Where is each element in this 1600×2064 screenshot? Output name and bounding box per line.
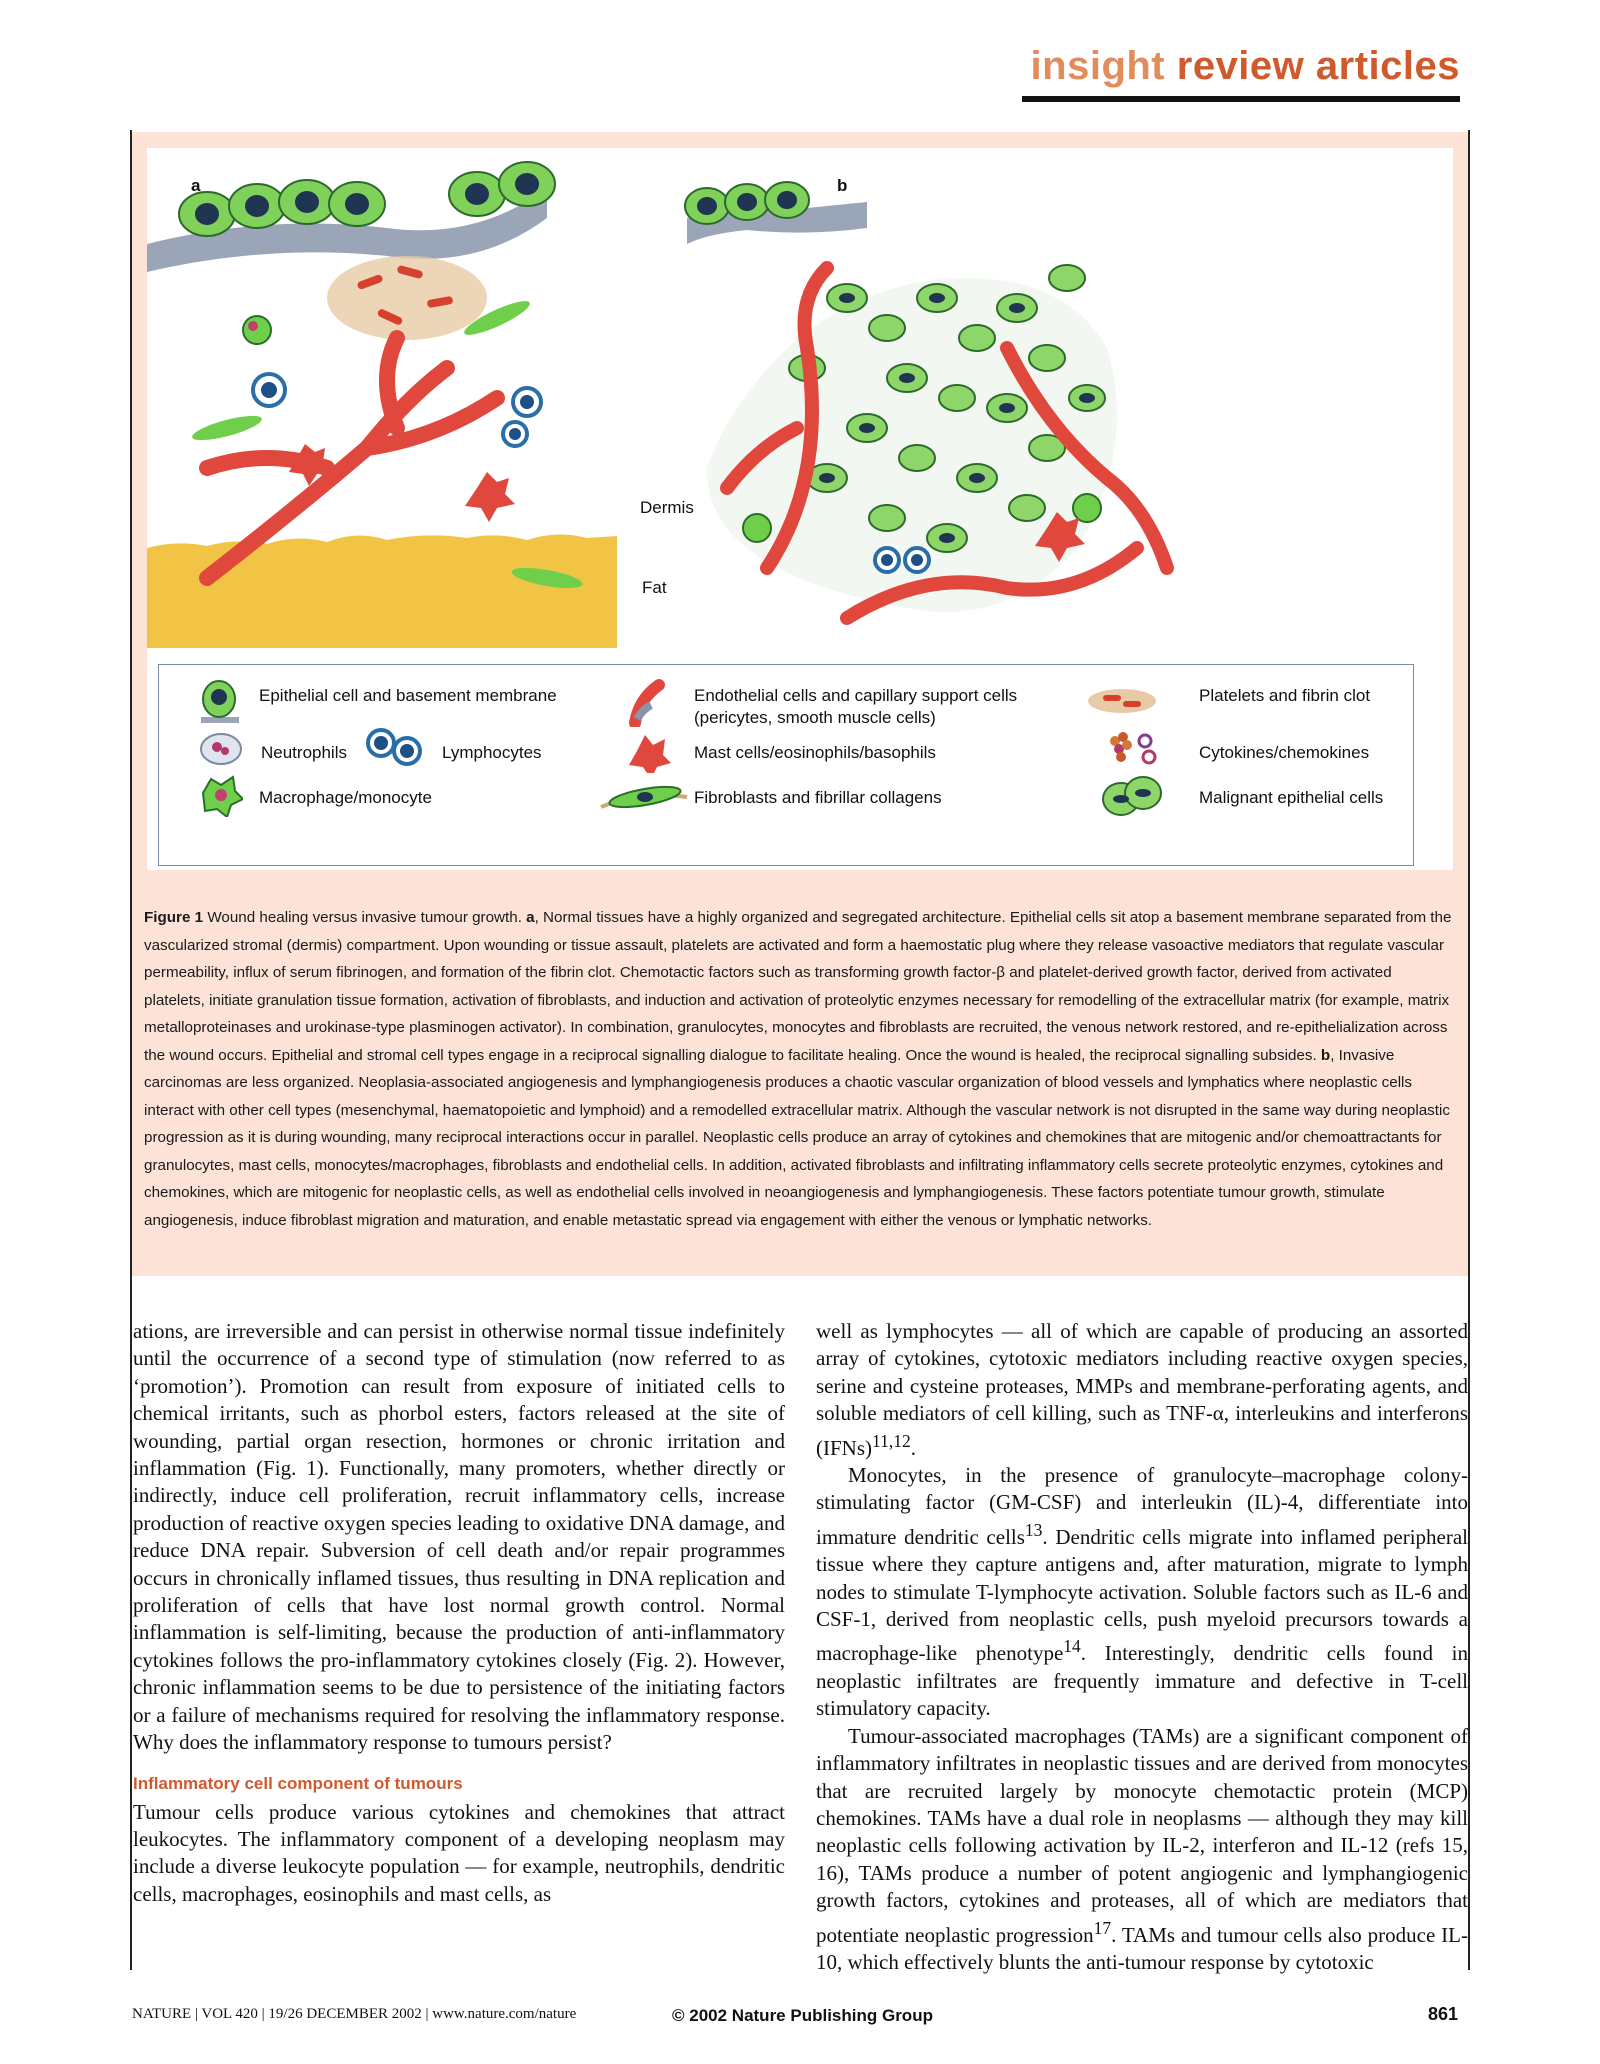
right-paragraph-1: well as lymphocytes — all of which are capable of producing an assorted array of cytokines, cytotoxic mediators including reactive oxygen species, serine and cysteine proteases, MMPs and membrane-perforating agents, and soluble mediators of cell killing, such as TNF-α, interleukins and interferons (IFNs)$^{11,12}$. [816, 1319, 1468, 1460]
neutrophil-icon [199, 731, 243, 767]
header-word-insight: insight [1030, 44, 1166, 88]
left-column [133, 1318, 785, 1908]
label-dermis: Dermis [640, 498, 694, 517]
footer-copyright: © 2002 Nature Publishing Group [672, 2006, 933, 2025]
right-paragraph-3: Tumour-associated macrophages (TAMs) are a significant component of inflammatory infiltrates in neoplastic tissues and are derived from monocytes that are recruited largely by monocyte chemotactic protein (MCP) chemokines. TAMs have a dual role in neoplasms — although they may kill neoplastic cells following activation by IL-2, interferon and IL-12 (refs 15, 16), TAMs produce a number of potent angiogenic and lymphangiogenic growth factors, cytokines and proteases, all of which are mediators that potentiate neoplastic progression$^{17}$. TAMs and tumour cells also produce IL-10, which effectively blunts the anti-tumour response by cytotoxic [816, 1723, 1468, 1974]
right-margin-line [1468, 130, 1470, 1970]
panel-label-b: b [837, 176, 848, 195]
legend-platelet-label: Platelets and fibrin clot [1199, 686, 1371, 705]
lymphocyte-icon [365, 727, 425, 767]
malignant-cell-icon [1099, 773, 1165, 821]
legend-mast-cell-label: Mast cells/eosinophils/basophils [694, 743, 936, 762]
legend-neutrophil-label: Neutrophils [261, 743, 347, 762]
journal-section-header [1031, 44, 1460, 89]
platelet-clot-icon [1085, 685, 1159, 717]
fat-layer [147, 534, 617, 648]
right-column [816, 1318, 1468, 1976]
epithelial-cell-icon [197, 679, 241, 727]
page-number: 861 [1428, 2004, 1459, 2024]
endothelial-cell-icon [629, 679, 669, 727]
header-word-review-articles: review articles [1176, 44, 1460, 88]
caption-label: Figure 1 [144, 909, 204, 926]
panel-label-a: a [191, 176, 201, 195]
legend-lymphocyte-label: Lymphocytes [442, 743, 542, 762]
fibroblast-icon [599, 777, 689, 817]
cytokine-icon [1105, 729, 1165, 769]
left-paragraph-1: ations, are irreversible and can persist in otherwise normal tissue indefinitely until the occurrence of a second type of stimulation (now referred to as ‘promotion’). Promotion can result from exposure of initiated cells to chemical irritants, such as phorbol esters, factors released at the site of wounding, partial organ resection, hormones or chronic irritation and inflammation (Fig. 1). Functionally, many promoters, whether directly or indirectly, induce cell proliferation, recruit inflammatory cells, increase production of reactive oxygen species leading to oxidative DNA damage, and reduce DNA repair. Subversion of cell death and/or repair programmes occurs in chronically inflamed tissues, thus resulting in DNA replication and proliferation of cells that have lost normal growth control. Normal inflammation is self-limiting, because the production of anti-inflammatory cytokines follows the pro-inflammatory cytokines closely (Fig. 2). However, chronic inflammation seems to be due to persistence of the initiating factors or a failure of mechanisms required for resolving the inflammatory response. Why does the inflammatory response to tumours persist? [133, 1319, 785, 1755]
right-paragraph-2: Monocytes, in the presence of granulocyte–macrophage colony-stimulating factor (GM-CSF) and interleukin (IL)-4, differentiate into immature dendritic cells$^{13}$. Dendritic cells migrate into inflamed peripheral tissue where they capture antigens and, after maturation, migrate to lymph nodes to stimulate T-lymphocyte activation. Soluble factors such as IL-6 and CSF-1, derived from neoplastic cells, push myeloid precursors towards a macrophage-like phenotype$^{14}$. Interestingly, dendritic cells found in neoplastic infiltrates are frequently immature and defective in T-cell stimulatory capacity. [816, 1463, 1468, 1721]
caption-a-text: , Normal tissues have a highly organized and segregated architecture. Epithelial cells sit atop a basement membrane separated from the vascularized stromal (dermis) compartment. Upon wounding or tissue assault, platelets are activated and form a haemostatic plug where they release vasoactive mediators that regulate vascular permeability, influx of serum fibrinogen, and formation of the fibrin clot. Chemotactic factors such as transforming growth factor-β and platelet-derived growth factor, derived from activated platelets, initiate granulation tissue formation, activation of fibroblasts, and induction and activation of proteolytic enzymes necessary for remodelling of the extracellular matrix (for example, matrix metalloproteinases and urokinase-type plasminogen activator). In combination, granulocytes, monocytes and fibroblasts are recruited, the venous network restored, and re-epithelialization across the wound occurs. Epithelial and stromal cell types engage in a reciprocal signalling dialogue to facilitate healing. Once the wound is healed, the reciprocal signalling subsides. [144, 909, 1452, 1064]
caption-title: Wound healing versus invasive tumour growth. [207, 909, 522, 926]
citation-superscript: 17 [1093, 1917, 1112, 1938]
figure-illustration [147, 148, 1453, 870]
legend-epithelial-label: Epithelial cell and basement membrane [259, 686, 557, 705]
legend-cytokine-label: Cytokines/chemokines [1199, 743, 1370, 762]
caption-a-label: a [526, 909, 535, 926]
mast-cell-icon [627, 727, 673, 773]
citation-superscript: 11,12 [872, 1430, 911, 1451]
figure-caption [144, 904, 1456, 1234]
epithelium-b [685, 182, 809, 224]
caption-b-text: , Invasive carcinomas are less organized. Neoplasia-associated angiogenesis and lymphangiogenesis produces a chaotic vascular organization of blood vessels and lymphatics where neoplastic cells interact with other cell types (mesenchymal, haematopoietic and lymphoid) and a remodelled extracellular matrix. Although the vascular network is not disrupted in the same way during neoplastic progression as it is during wounding, many reciprocal interactions occur in parallel. Neoplastic cells produce an array of cytokines and chemokines that are mitogenic and/or chemoattractants for granulocytes, mast cells, monocytes/macrophages, fibroblasts and endothelial cells. In addition, activated fibroblasts and infiltrating inflammatory cells secrete proteolytic enzymes, cytokines and chemokines, which are mitogenic for neoplastic cells, as well as endothelial cells involved in neoangiogenesis and lymphangiogenesis. These factors potentiate tumour growth, stimulate angiogenesis, induce fibroblast migration and maturation, and enable metastatic spread via engagement with either the venous or lymphatic networks. [144, 1046, 1450, 1229]
macrophage-icon [197, 771, 243, 817]
figure-legend [158, 664, 1414, 866]
legend-fibroblast-label: Fibroblasts and fibrillar collagens [694, 788, 942, 807]
section-heading: Inflammatory cell component of tumours [133, 1773, 463, 1793]
footer-citation: NATURE | VOL 420 | 19/26 DECEMBER 2002 | www.nature.com/nature [132, 2006, 577, 2022]
legend-malignant-label: Malignant epithelial cells [1199, 788, 1384, 807]
legend-macrophage-label: Macrophage/monocyte [259, 788, 432, 807]
left-paragraph-2: Tumour cells produce various cytokines and chemokines that attract leukocytes. The inflammatory component of a developing neoplasm may include a diverse leukocyte population — for example, neutrophils, dendritic cells, macrophages, eosinophils and mast cells, as [133, 1799, 785, 1906]
label-fat: Fat [642, 578, 667, 597]
citation-superscript: 13 [1024, 1519, 1043, 1540]
caption-b-label: b [1320, 1046, 1331, 1064]
citation-superscript: 14 [1063, 1636, 1081, 1657]
header-rule [1022, 96, 1460, 102]
legend-endothelial-label: Endothelial cells and capillary support cells (pericytes, smooth muscle cells) [694, 686, 1018, 727]
